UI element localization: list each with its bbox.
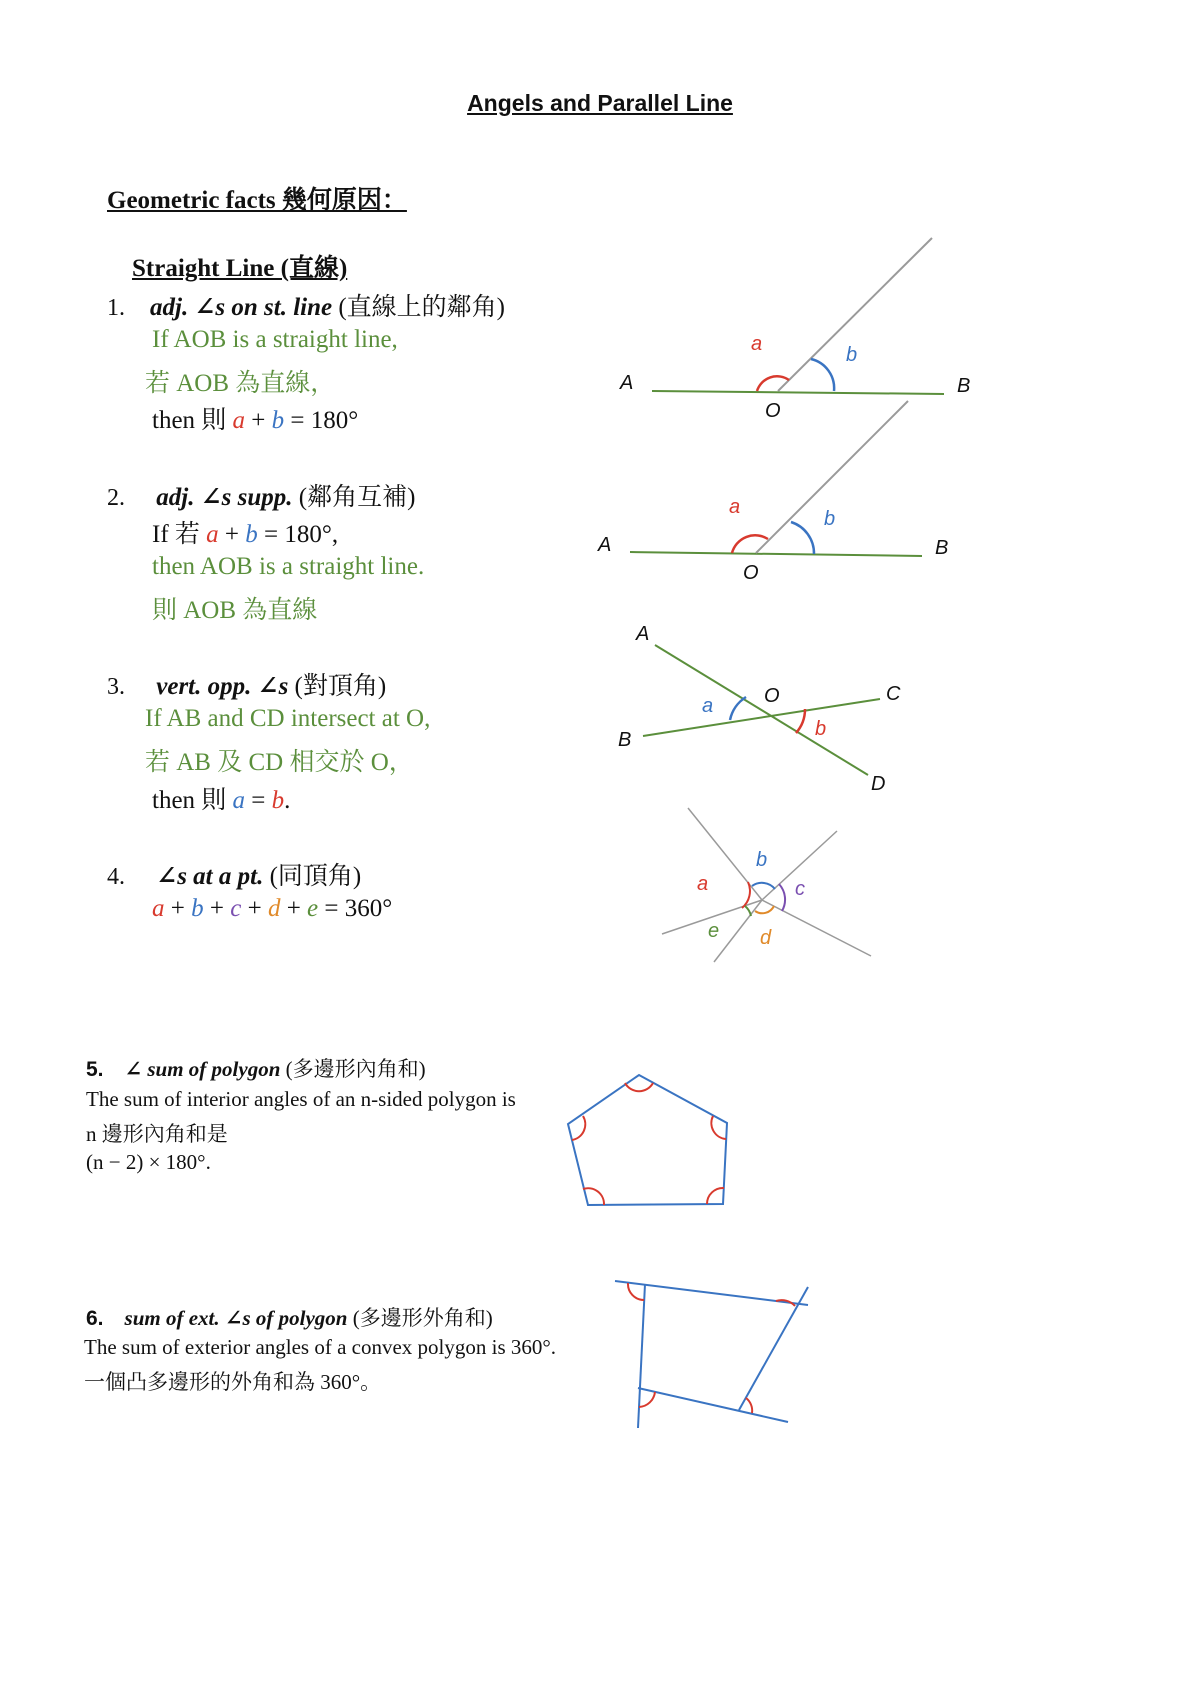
fact-3-then: then 則 a = b. [152, 787, 291, 814]
fact-6-line-2: 一個凸多邊形的外角和為 360°。 [84, 1370, 382, 1394]
label-c: c [795, 878, 805, 900]
label-a: a [697, 873, 709, 895]
label-O: O [765, 400, 781, 422]
fact-2-then-zh: 則 AOB 為直線 [152, 597, 318, 624]
page-title: Angels and Parallel Line [467, 90, 733, 116]
fact-5-title: 5. ∠ sum of polygon (多邊形內角和) [86, 1057, 426, 1081]
label-b: b [846, 344, 858, 366]
label-B: B [618, 729, 632, 751]
geometric-facts-heading: Geometric facts 幾何原因： [107, 187, 407, 214]
fact-2-then-en: then AOB is a straight line. [152, 553, 425, 580]
fact-5-line-1: The sum of interior angles of an n-sided polygon is [86, 1087, 516, 1111]
fact-3-title: 3. vert. opp. ∠s (對頂角) [107, 673, 387, 700]
label-A: A [620, 372, 634, 394]
label-A: A [598, 534, 612, 556]
exterior-angle-arc [628, 1283, 644, 1300]
label-b: b [756, 849, 768, 871]
label-e: e [708, 920, 720, 942]
fact-4-title: 4. ∠s at a pt. (同頂角) [107, 863, 362, 890]
fact-3-if-en: If AB and CD intersect at O, [145, 705, 431, 732]
fact-6-title: 6. sum of ext. ∠s of polygon (多邊形外角和) [86, 1306, 493, 1330]
fact-2-title: 2. adj. ∠s supp. (鄰角互補) [107, 484, 416, 511]
label-C: C [886, 683, 901, 705]
label-O: O [743, 562, 759, 584]
label-D: D [871, 773, 886, 795]
fact-3-if-zh: 若 AB 及 CD 相交於 O， [145, 749, 414, 776]
straight-line-heading: Straight Line (直線) [132, 255, 348, 282]
exterior-angle-arc [746, 1398, 752, 1413]
fact-2-if: If 若 a + b = 180°, [152, 521, 339, 548]
fact-1-if-zh: 若 AOB 為直線， [145, 370, 336, 397]
fact-5-line-3: (n − 2) × 180°. [86, 1150, 211, 1174]
fact-5-line-2: n 邊形內角和是 [86, 1122, 228, 1146]
fact-1-if-en: If AOB is a straight line, [152, 326, 398, 353]
label-b: b [815, 718, 827, 740]
label-b: b [824, 508, 836, 530]
label-B: B [957, 375, 971, 397]
label-B: B [935, 537, 949, 559]
fact-1-title: 1. adj. ∠s on st. line (直線上的鄰角) [107, 294, 505, 321]
label-a: a [702, 695, 714, 717]
label-A: A [636, 623, 650, 645]
fact-4-equation: a + b + c + d + e = 360° [152, 895, 393, 922]
label-d: d [760, 927, 772, 949]
fact-1-then: then 則 a + b = 180° [152, 407, 359, 434]
label-O: O [764, 685, 780, 707]
label-a: a [751, 333, 763, 355]
fact-6-line-1: The sum of exterior angles of a convex polygon is 360°. [84, 1335, 557, 1359]
label-a: a [729, 496, 741, 518]
exterior-angle-arc [639, 1392, 655, 1407]
